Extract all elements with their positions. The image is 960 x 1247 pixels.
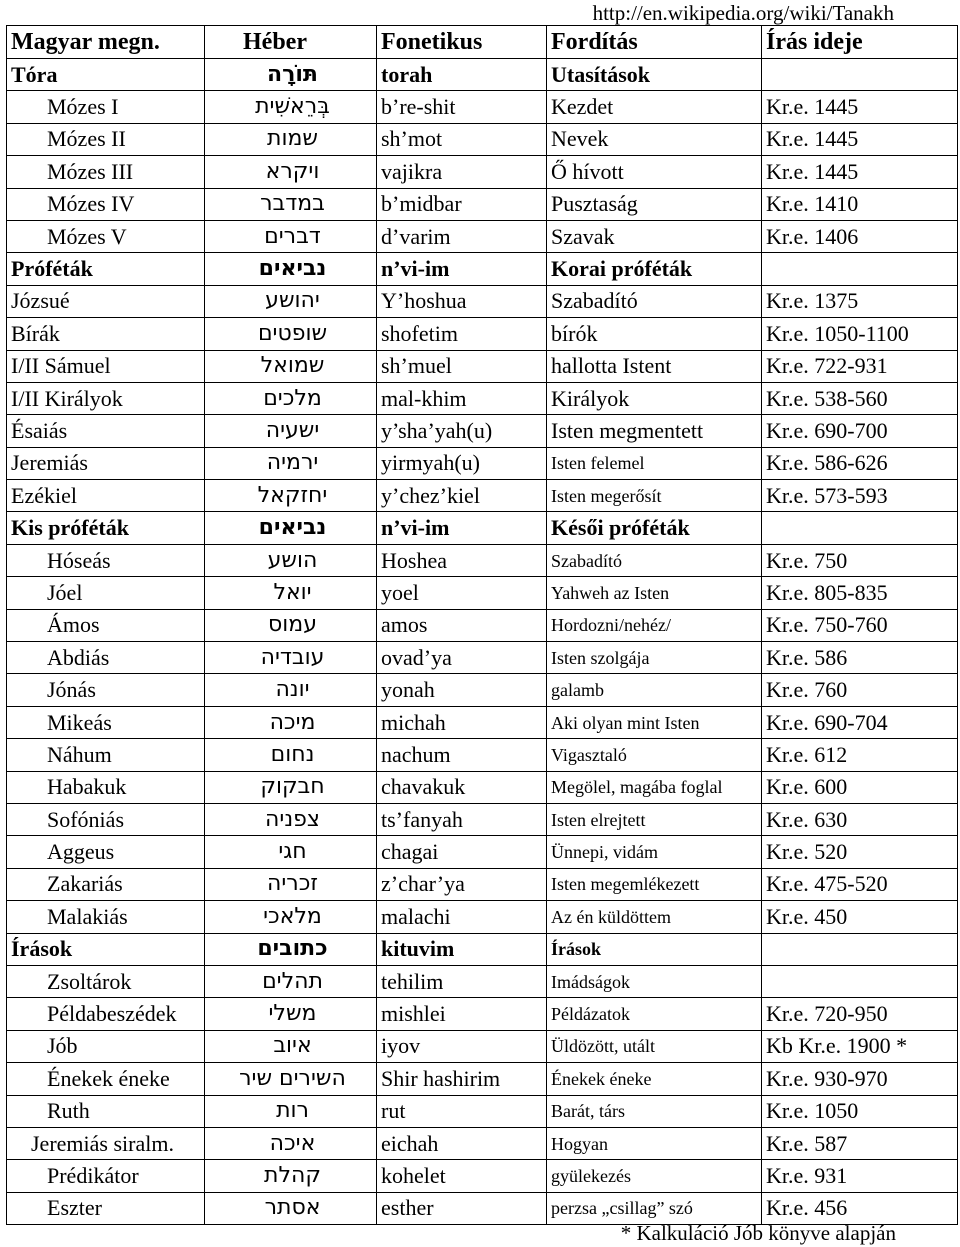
- translation-cell: Aki olyan mint Isten: [547, 706, 762, 738]
- table-row: [7, 1063, 958, 1095]
- hebrew-name-cell: מיכה: [205, 706, 377, 738]
- hungarian-name-cell: Bírák: [7, 318, 205, 350]
- phonetic-cell: yonah: [377, 674, 547, 706]
- table-row: [7, 350, 958, 382]
- header-row: [7, 26, 958, 59]
- date-cell: Kr.e. 720-950: [762, 998, 958, 1030]
- phonetic-cell: tehilim: [377, 965, 547, 997]
- hebrew-name-cell: עמוס: [205, 609, 377, 641]
- translation-cell: Isten felemel: [547, 447, 762, 479]
- date-cell: Kr.e. 520: [762, 836, 958, 868]
- translation-cell: Késői próféták: [547, 512, 762, 544]
- table-row: [7, 1095, 958, 1127]
- phonetic-cell: n’vi-im: [377, 512, 547, 544]
- hebrew-name-cell: שופטים: [205, 318, 377, 350]
- hebrew-name-cell: ישעיה: [205, 415, 377, 447]
- date-cell: Kr.e. 573-593: [762, 480, 958, 512]
- hungarian-name-cell: Eszter: [7, 1192, 205, 1224]
- date-cell: Kr.e. 930-970: [762, 1063, 958, 1095]
- phonetic-cell: Shir hashirim: [377, 1063, 547, 1095]
- hebrew-name-cell: בְּרֵאשִׁית: [205, 91, 377, 123]
- hungarian-name-cell: Ámos: [7, 609, 205, 641]
- hungarian-name-cell: Náhum: [7, 739, 205, 771]
- table-row: [7, 1127, 958, 1159]
- hungarian-name-cell: Mózes V: [7, 220, 205, 252]
- date-cell: Kr.e. 750-760: [762, 609, 958, 641]
- phonetic-cell: y’chez’kiel: [377, 480, 547, 512]
- table-row: [7, 965, 958, 997]
- hebrew-name-cell: כתובים: [205, 933, 377, 965]
- table-row: [7, 220, 958, 252]
- date-cell: [762, 253, 958, 285]
- translation-cell: Királyok: [547, 382, 762, 414]
- hebrew-name-cell: יואל: [205, 577, 377, 609]
- translation-cell: Ő hívott: [547, 156, 762, 188]
- translation-cell: Yahweh az Isten: [547, 577, 762, 609]
- date-cell: Kr.e. 750: [762, 544, 958, 576]
- phonetic-cell: esther: [377, 1192, 547, 1224]
- hebrew-name-cell: רות: [205, 1095, 377, 1127]
- table-row: [7, 156, 958, 188]
- table-row: [7, 577, 958, 609]
- phonetic-cell: torah: [377, 59, 547, 91]
- date-cell: Kr.e. 600: [762, 771, 958, 803]
- date-cell: Kr.e. 1410: [762, 188, 958, 220]
- translation-cell: Isten szolgája: [547, 642, 762, 674]
- hungarian-name-cell: Zakariás: [7, 868, 205, 900]
- translation-cell: Kezdet: [547, 91, 762, 123]
- hungarian-name-cell: Énekek éneke: [7, 1063, 205, 1095]
- translation-cell: Ünnepi, vidám: [547, 836, 762, 868]
- table-row: [7, 674, 958, 706]
- section-row: [7, 59, 958, 91]
- hebrew-name-cell: ויקרא: [205, 156, 377, 188]
- table-row: [7, 415, 958, 447]
- date-cell: Kr.e. 1445: [762, 156, 958, 188]
- translation-cell: Isten megmentett: [547, 415, 762, 447]
- table-row: [7, 868, 958, 900]
- date-cell: Kr.e. 1445: [762, 123, 958, 155]
- phonetic-cell: Y’hoshua: [377, 285, 547, 317]
- hebrew-name-cell: מלאכי: [205, 901, 377, 933]
- hebrew-name-cell: איוב: [205, 1030, 377, 1062]
- hebrew-name-cell: אסתר: [205, 1192, 377, 1224]
- hebrew-name-cell: צפניה: [205, 803, 377, 835]
- date-cell: Kr.e. 690-704: [762, 706, 958, 738]
- date-cell: [762, 965, 958, 997]
- translation-cell: Énekek éneke: [547, 1063, 762, 1095]
- hungarian-name-cell: Ésaiás: [7, 415, 205, 447]
- hungarian-name-cell: Sofóniás: [7, 803, 205, 835]
- date-cell: [762, 933, 958, 965]
- hungarian-name-cell: Józsué: [7, 285, 205, 317]
- translation-cell: Példázatok: [547, 998, 762, 1030]
- date-cell: Kr.e. 586-626: [762, 447, 958, 479]
- phonetic-cell: kituvim: [377, 933, 547, 965]
- hungarian-name-cell: I/II Sámuel: [7, 350, 205, 382]
- phonetic-cell: ts’fanyah: [377, 803, 547, 835]
- hungarian-name-cell: Prédikátor: [7, 1160, 205, 1192]
- table-row: [7, 771, 958, 803]
- translation-cell: Az én küldöttem: [547, 901, 762, 933]
- table-row: [7, 642, 958, 674]
- date-cell: Kr.e. 690-700: [762, 415, 958, 447]
- table-row: [7, 836, 958, 868]
- header-hebrew: Héber: [205, 26, 377, 59]
- date-cell: Kr.e. 612: [762, 739, 958, 771]
- phonetic-cell: vajikra: [377, 156, 547, 188]
- phonetic-cell: mal-khim: [377, 382, 547, 414]
- hebrew-name-cell: מלכים: [205, 382, 377, 414]
- phonetic-cell: y’sha’yah(u): [377, 415, 547, 447]
- phonetic-cell: n’vi-im: [377, 253, 547, 285]
- translation-cell: Szabadító: [547, 544, 762, 576]
- translation-cell: Üldözött, utált: [547, 1030, 762, 1062]
- date-cell: [762, 59, 958, 91]
- phonetic-cell: chagai: [377, 836, 547, 868]
- phonetic-cell: nachum: [377, 739, 547, 771]
- translation-cell: Szavak: [547, 220, 762, 252]
- translation-cell: Hogyan: [547, 1127, 762, 1159]
- hungarian-name-cell: Mikeás: [7, 706, 205, 738]
- translation-cell: galamb: [547, 674, 762, 706]
- hebrew-name-cell: נחום: [205, 739, 377, 771]
- table-row: [7, 803, 958, 835]
- hungarian-name-cell: Hóseás: [7, 544, 205, 576]
- hebrew-name-cell: איכה: [205, 1127, 377, 1159]
- phonetic-cell: yoel: [377, 577, 547, 609]
- hebrew-name-cell: זכריה: [205, 868, 377, 900]
- date-cell: Kr.e. 586: [762, 642, 958, 674]
- translation-cell: Isten megemlékezett: [547, 868, 762, 900]
- table-body: [7, 59, 958, 1225]
- phonetic-cell: yirmyah(u): [377, 447, 547, 479]
- hebrew-name-cell: נביאים: [205, 253, 377, 285]
- hungarian-name-cell: Mózes I: [7, 91, 205, 123]
- hungarian-name-cell: Jeremiás siralm.: [7, 1127, 205, 1159]
- date-cell: Kr.e. 450: [762, 901, 958, 933]
- table-row: [7, 901, 958, 933]
- date-cell: Kr.e. 722-931: [762, 350, 958, 382]
- phonetic-cell: chavakuk: [377, 771, 547, 803]
- translation-cell: Isten megerősít: [547, 480, 762, 512]
- hungarian-name-cell: Jónás: [7, 674, 205, 706]
- translation-cell: Imádságok: [547, 965, 762, 997]
- table-row: [7, 1030, 958, 1062]
- phonetic-cell: b’re-shit: [377, 91, 547, 123]
- table-row: [7, 91, 958, 123]
- date-cell: Kr.e. 1050: [762, 1095, 958, 1127]
- header-date: Írás ideje: [762, 26, 958, 59]
- table-row: [7, 544, 958, 576]
- table-row: [7, 285, 958, 317]
- hebrew-name-cell: חבקוק: [205, 771, 377, 803]
- hebrew-name-cell: במדבר: [205, 188, 377, 220]
- date-cell: Kr.e. 587: [762, 1127, 958, 1159]
- hebrew-name-cell: הושע: [205, 544, 377, 576]
- phonetic-cell: eichah: [377, 1127, 547, 1159]
- hungarian-name-cell: Abdiás: [7, 642, 205, 674]
- table-row: [7, 739, 958, 771]
- date-cell: Kr.e. 931: [762, 1160, 958, 1192]
- table-row: [7, 447, 958, 479]
- translation-cell: Isten elrejtett: [547, 803, 762, 835]
- hungarian-name-cell: Mózes IV: [7, 188, 205, 220]
- header-phonetic: Fonetikus: [377, 26, 547, 59]
- hebrew-name-cell: יונה: [205, 674, 377, 706]
- hungarian-name-cell: Mózes II: [7, 123, 205, 155]
- translation-cell: Barát, társ: [547, 1095, 762, 1127]
- hebrew-name-cell: דברים: [205, 220, 377, 252]
- phonetic-cell: mishlei: [377, 998, 547, 1030]
- hungarian-name-cell: Próféták: [7, 253, 205, 285]
- phonetic-cell: malachi: [377, 901, 547, 933]
- tanakh-table: [6, 25, 958, 1225]
- phonetic-cell: amos: [377, 609, 547, 641]
- date-cell: Kr.e. 760: [762, 674, 958, 706]
- hungarian-name-cell: Malakiás: [7, 901, 205, 933]
- translation-cell: bírók: [547, 318, 762, 350]
- header-hungarian: Magyar megn.: [7, 26, 205, 59]
- hebrew-name-cell: ירמיה: [205, 447, 377, 479]
- translation-cell: Írások: [547, 933, 762, 965]
- date-cell: [762, 512, 958, 544]
- translation-cell: Hordozni/nehéz/: [547, 609, 762, 641]
- section-row: [7, 512, 958, 544]
- hebrew-name-cell: שמות: [205, 123, 377, 155]
- translation-cell: Szabadító: [547, 285, 762, 317]
- phonetic-cell: michah: [377, 706, 547, 738]
- hungarian-name-cell: Habakuk: [7, 771, 205, 803]
- translation-cell: Megölel, magába foglal: [547, 771, 762, 803]
- table-row: [7, 382, 958, 414]
- hungarian-name-cell: Jeremiás: [7, 447, 205, 479]
- date-cell: Kr.e. 456: [762, 1192, 958, 1224]
- section-row: [7, 933, 958, 965]
- hungarian-name-cell: Jóel: [7, 577, 205, 609]
- hungarian-name-cell: Mózes III: [7, 156, 205, 188]
- hebrew-name-cell: נביאים: [205, 512, 377, 544]
- translation-cell: Nevek: [547, 123, 762, 155]
- phonetic-cell: d’varim: [377, 220, 547, 252]
- hungarian-name-cell: Tóra: [7, 59, 205, 91]
- hungarian-name-cell: Kis próféták: [7, 512, 205, 544]
- phonetic-cell: iyov: [377, 1030, 547, 1062]
- hungarian-name-cell: Ezékiel: [7, 480, 205, 512]
- table-row: [7, 1192, 958, 1224]
- hebrew-name-cell: יחזקאל: [205, 480, 377, 512]
- phonetic-cell: kohelet: [377, 1160, 547, 1192]
- date-cell: Kr.e. 630: [762, 803, 958, 835]
- translation-cell: perzsa „csillag” szó: [547, 1192, 762, 1224]
- translation-cell: hallotta Istent: [547, 350, 762, 382]
- translation-cell: Utasítások: [547, 59, 762, 91]
- hungarian-name-cell: Írások: [7, 933, 205, 965]
- hungarian-name-cell: I/II Királyok: [7, 382, 205, 414]
- hungarian-name-cell: Példabeszédek: [7, 998, 205, 1030]
- phonetic-cell: rut: [377, 1095, 547, 1127]
- phonetic-cell: Hoshea: [377, 544, 547, 576]
- translation-cell: Korai próféták: [547, 253, 762, 285]
- phonetic-cell: shofetim: [377, 318, 547, 350]
- phonetic-cell: z’char’ya: [377, 868, 547, 900]
- date-cell: Kr.e. 538-560: [762, 382, 958, 414]
- date-cell: Kr.e. 1375: [762, 285, 958, 317]
- hungarian-name-cell: Zsoltárok: [7, 965, 205, 997]
- section-row: [7, 253, 958, 285]
- table-row: [7, 188, 958, 220]
- translation-cell: Pusztaság: [547, 188, 762, 220]
- date-cell: Kr.e. 475-520: [762, 868, 958, 900]
- hebrew-name-cell: השירים שיר: [205, 1063, 377, 1095]
- table-row: [7, 609, 958, 641]
- date-cell: Kr.e. 1050-1100: [762, 318, 958, 350]
- date-cell: Kb Kr.e. 1900 *: [762, 1030, 958, 1062]
- hebrew-name-cell: יהושע: [205, 285, 377, 317]
- date-cell: Kr.e. 1406: [762, 220, 958, 252]
- hebrew-name-cell: תּוֹרָה: [205, 59, 377, 91]
- hebrew-name-cell: חגי: [205, 836, 377, 868]
- hebrew-name-cell: שמואל: [205, 350, 377, 382]
- translation-cell: gyülekezés: [547, 1160, 762, 1192]
- table-row: [7, 1160, 958, 1192]
- hebrew-name-cell: משלי: [205, 998, 377, 1030]
- header-translation: Fordítás: [547, 26, 762, 59]
- hungarian-name-cell: Aggeus: [7, 836, 205, 868]
- table-row: [7, 998, 958, 1030]
- translation-cell: Vigasztaló: [547, 739, 762, 771]
- hebrew-name-cell: קהלת: [205, 1160, 377, 1192]
- phonetic-cell: ovad’ya: [377, 642, 547, 674]
- date-cell: Kr.e. 1445: [762, 91, 958, 123]
- phonetic-cell: b’midbar: [377, 188, 547, 220]
- table-row: [7, 318, 958, 350]
- hungarian-name-cell: Ruth: [7, 1095, 205, 1127]
- hebrew-name-cell: תהלים: [205, 965, 377, 997]
- table-row: [7, 123, 958, 155]
- table-row: [7, 480, 958, 512]
- date-cell: Kr.e. 805-835: [762, 577, 958, 609]
- source-url: http://en.wikipedia.org/wiki/Tanakh: [592, 1, 894, 25]
- phonetic-cell: sh’mot: [377, 123, 547, 155]
- footnote: * Kalkuláció Jób könyve alapján: [620, 1221, 896, 1245]
- phonetic-cell: sh’muel: [377, 350, 547, 382]
- table-row: [7, 706, 958, 738]
- hungarian-name-cell: Jób: [7, 1030, 205, 1062]
- hebrew-name-cell: עובדיה: [205, 642, 377, 674]
